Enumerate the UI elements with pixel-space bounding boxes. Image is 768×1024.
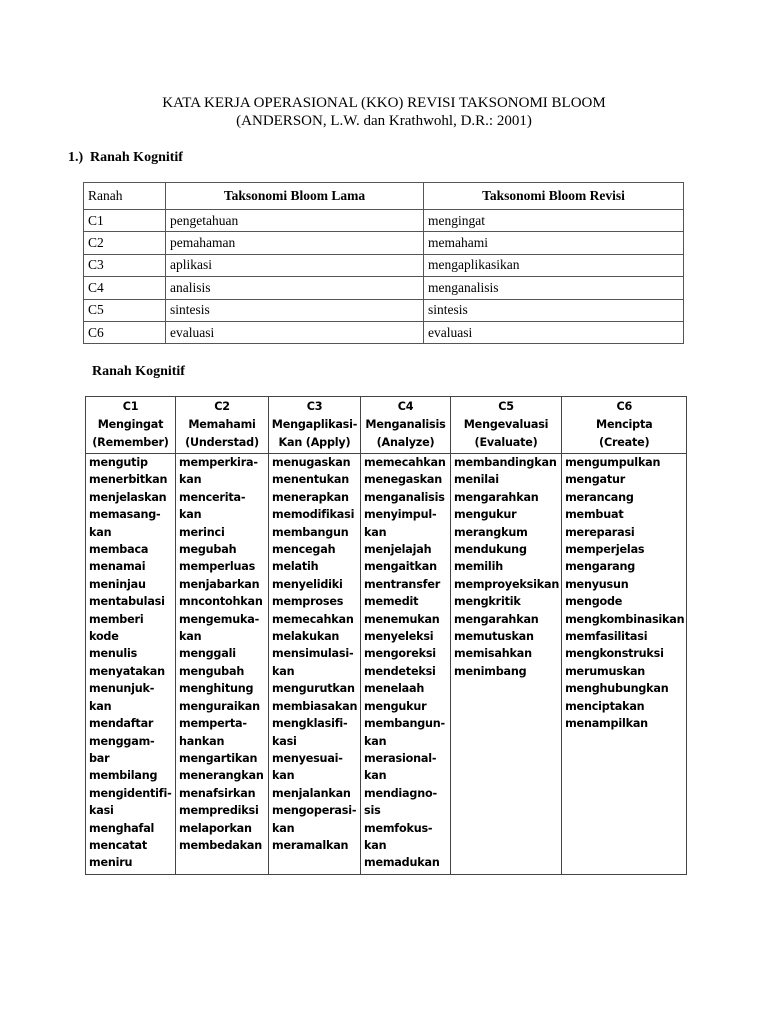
table-cell: evaluasi [166,321,424,343]
verb-item: menjelaskan [89,490,167,504]
verb-item: memfasilitasi [565,630,648,644]
verb-item: melaporkan [179,821,252,835]
verb-item: menjelajah [364,543,432,557]
verb-item: mengumpulkan [565,456,661,469]
verb-item: memproyeksikan [454,577,560,591]
verb-item: mendeteksi [364,664,436,678]
verb-item: membaca [89,543,149,557]
verb-item: mengatur [565,473,626,487]
header-ranah: Ranah [84,183,166,210]
verb-item: mencerita- [179,490,246,504]
verb-item: kan [179,508,202,522]
document-subtitle: (ANDERSON, L.W. dan Krathwohl, D.R.: 2001) [236,113,532,129]
verb-item: kan [364,734,387,748]
verb-item: mengukur [454,508,517,522]
table-cell: mengaplikasikan [424,254,684,276]
column-header-c4 [361,397,451,454]
verb-item: mendukung [454,543,527,557]
column-header-code: C6 [616,400,633,413]
verb-item: menghafal [89,821,155,835]
verb-item: menyimpul- [364,508,437,522]
verb-item: memedit [364,595,419,609]
verb-item: menjalankan [272,786,351,800]
verb-item: mengubah [179,664,245,678]
table-cell: mengingat [424,210,684,232]
verb-item: menerbitkan [89,473,168,487]
verb-item: memfokus- [364,821,433,835]
verb-item: menamai [89,560,146,574]
table-row [84,254,684,276]
column-header-name: Memahami [188,418,256,431]
table-cell: pemahaman [166,232,424,254]
verb-item: memadukan [364,856,440,870]
verb-item: sis [364,804,381,818]
verb-item: memilih [454,560,503,574]
verb-item: mengukur [364,699,427,713]
verb-item: menerangkan [179,769,264,783]
verb-list-c2 [176,454,269,875]
verb-item: merancang [565,490,634,504]
verb-item: merumuskan [565,664,646,678]
verb-list-c6 [562,454,687,875]
verb-item: menjabarkan [179,577,260,591]
verb-item: memperluas [179,560,256,574]
verb-item: menilai [454,473,499,487]
verb-item: memberi [89,612,144,626]
verb-item: menampilkan [565,717,648,731]
verb-item: mengkombinasikan [565,612,685,626]
table-cell: aplikasi [166,254,424,276]
verb-item: kan [364,838,387,852]
verb-item: menafsirkan [179,786,256,800]
verb-item: mengode [565,595,623,609]
column-header-english: (Understad) [185,436,259,449]
verb-item: menimbang [454,664,527,678]
verb-item: memisahkan [454,647,532,661]
verb-item: mendiagno- [364,786,437,800]
verb-item: menelaah [364,682,425,696]
table-cell: analisis [166,277,424,299]
verb-item: menghubungkan [565,682,669,696]
verb-item: memperjelas [565,543,645,557]
section-heading-2: Ranah Kognitif [92,364,185,379]
verb-item: menyelidiki [272,577,343,591]
verb-item: menugaskan [272,456,351,469]
verb-item: menggam- [89,734,155,748]
verb-item: bar [89,751,110,765]
verb-item: mengkonstruksi [565,647,664,661]
verb-item: mengurutkan [272,682,355,696]
table-cell: sintesis [424,299,684,321]
section-number: 1.) [68,150,84,165]
verb-item: menunjuk- [89,682,155,696]
verb-item: megubah [179,543,237,557]
verb-item: menyesuai- [272,751,343,765]
verb-item: mengemuka- [179,612,260,626]
column-header-name: Mencipta [596,418,653,431]
verb-item: mengklasifi- [272,717,348,731]
table-row [86,454,687,875]
verb-item: merinci [179,525,225,539]
verb-item: menegaskan [364,473,442,487]
verb-item: menyeleksi [364,630,434,644]
verb-item: hankan [179,734,225,748]
table-cell: C4 [84,277,166,299]
verb-item: membangun- [364,717,446,731]
column-header-c6 [562,397,687,454]
verb-item: menemukan [364,612,440,626]
verb-item: mengkritik [454,595,521,609]
verb-item: membandingkan [454,456,557,469]
verb-item: mentabulasi [89,595,165,609]
table-cell: C5 [84,299,166,321]
verb-item: kan [89,525,112,539]
verb-list-c4 [361,454,451,875]
verb-item: kasi [272,734,297,748]
verb-item: kan [364,525,387,539]
column-header-code: C2 [214,400,230,413]
table-cell: memahami [424,232,684,254]
verb-item: membangun [272,525,349,539]
verb-item: mengoreksi [364,647,436,661]
verb-item: memprediksi [179,804,259,818]
verb-item: melatih [272,560,319,574]
section-heading-1 [68,149,183,167]
table-cell: C3 [84,254,166,276]
verb-item: mncontohkan [179,595,263,609]
verb-item: merasional- [364,751,437,765]
verb-item: menganalisis [364,490,445,504]
column-header-c1 [86,397,176,454]
verb-item: menyatakan [89,664,165,678]
table-cell: C6 [84,321,166,343]
table-row [84,210,684,232]
verb-item: memperkira- [179,456,258,469]
verb-item: mengartikan [179,751,258,765]
verb-item: mentransfer [364,577,441,591]
verb-item: mengoperasi- [272,804,357,818]
table-cell: menganalisis [424,277,684,299]
verb-item: menyusun [565,577,629,591]
verb-item: menguraikan [179,699,260,713]
verb-item: merangkum [454,525,528,539]
verb-item: menulis [89,647,138,661]
verb-item: memodifikasi [272,508,355,522]
verb-item: membuat [565,508,624,522]
verb-item: meramalkan [272,838,349,852]
header-bloom-lama: Taksonomi Bloom Lama [166,183,424,210]
document-title: KATA KERJA OPERASIONAL (KKO) REVISI TAKSONOMI BLOOM [162,95,606,111]
column-header-name: Mengingat [97,418,164,431]
verb-item: mengarahkan [454,490,539,504]
kko-verb-table [85,396,687,875]
verb-item: mengarahkan [454,612,539,626]
verb-item: memasang- [89,508,161,522]
verb-item: melakukan [272,630,340,644]
verb-item: kan [272,821,295,835]
verb-item: mencegah [272,543,336,557]
column-header-name: Menganalisis [365,418,446,431]
verb-item: memproses [272,595,344,609]
column-header-name: Mengaplikasi- [271,418,358,431]
table-header-row [86,397,687,454]
verb-item: mengaitkan [364,560,437,574]
table-row [84,277,684,299]
verb-item: kan [272,769,295,783]
header-bloom-revisi: Taksonomi Bloom Revisi [424,183,684,210]
verb-list-c1 [86,454,176,875]
table-cell: sintesis [166,299,424,321]
verb-item: kan [89,699,112,713]
column-header-code: C5 [498,400,514,413]
verb-item: membedakan [179,838,263,852]
column-header-code: C3 [306,400,323,413]
verb-item: kasi [89,804,114,818]
column-header-name: Mengevaluasi [463,418,549,431]
verb-item: mensimulasi- [272,647,354,661]
verb-item: mengutip [89,456,148,469]
verb-item: kan [179,473,202,487]
verb-item: menciptakan [565,699,645,713]
verb-item: kan [364,769,387,783]
column-header-english: (Evaluate) [474,436,538,449]
column-header-c5 [451,397,562,454]
verb-item: memecahkan [272,612,354,626]
column-header-english: (Remember) [92,436,169,449]
table-cell: C2 [84,232,166,254]
verb-item: kode [89,630,119,644]
verb-item: menerapkan [272,490,349,504]
column-header-code: C4 [397,400,414,413]
verb-item: menggali [179,647,236,661]
table-cell: evaluasi [424,321,684,343]
table-row [84,299,684,321]
verb-item: membilang [89,769,158,783]
column-header-code: C1 [122,400,139,413]
verb-item: memperta- [179,717,247,731]
verb-item: kan [179,630,202,644]
bloom-comparison-table [83,182,684,344]
column-header-english: (Create) [599,436,650,449]
verb-item: menghitung [179,682,254,696]
table-row [84,232,684,254]
verb-item: mengidentifi- [89,786,172,800]
table-row [84,321,684,343]
verb-item: meninjau [89,577,146,591]
column-header-c2 [176,397,269,454]
table-cell: pengetahuan [166,210,424,232]
verb-item: mengarang [565,560,636,574]
column-header-english: Kan (Apply) [278,436,351,449]
verb-list-c3 [269,454,361,875]
table-cell: C1 [84,210,166,232]
verb-item: memecahkan [364,456,446,469]
column-header-english: (Analyze) [376,436,435,449]
verb-item: mencatat [89,838,148,852]
table-header-row [84,183,684,210]
verb-list-c5 [451,454,562,875]
verb-item: mereparasi [565,525,635,539]
verb-item: membiasakan [272,699,358,713]
verb-item: memutuskan [454,630,534,644]
verb-item: menentukan [272,473,350,487]
section-label: Ranah Kognitif [90,150,183,165]
verb-item: mendaftar [89,717,154,731]
verb-item: kan [272,664,295,678]
verb-item: meniru [89,856,133,870]
column-header-c3 [269,397,361,454]
